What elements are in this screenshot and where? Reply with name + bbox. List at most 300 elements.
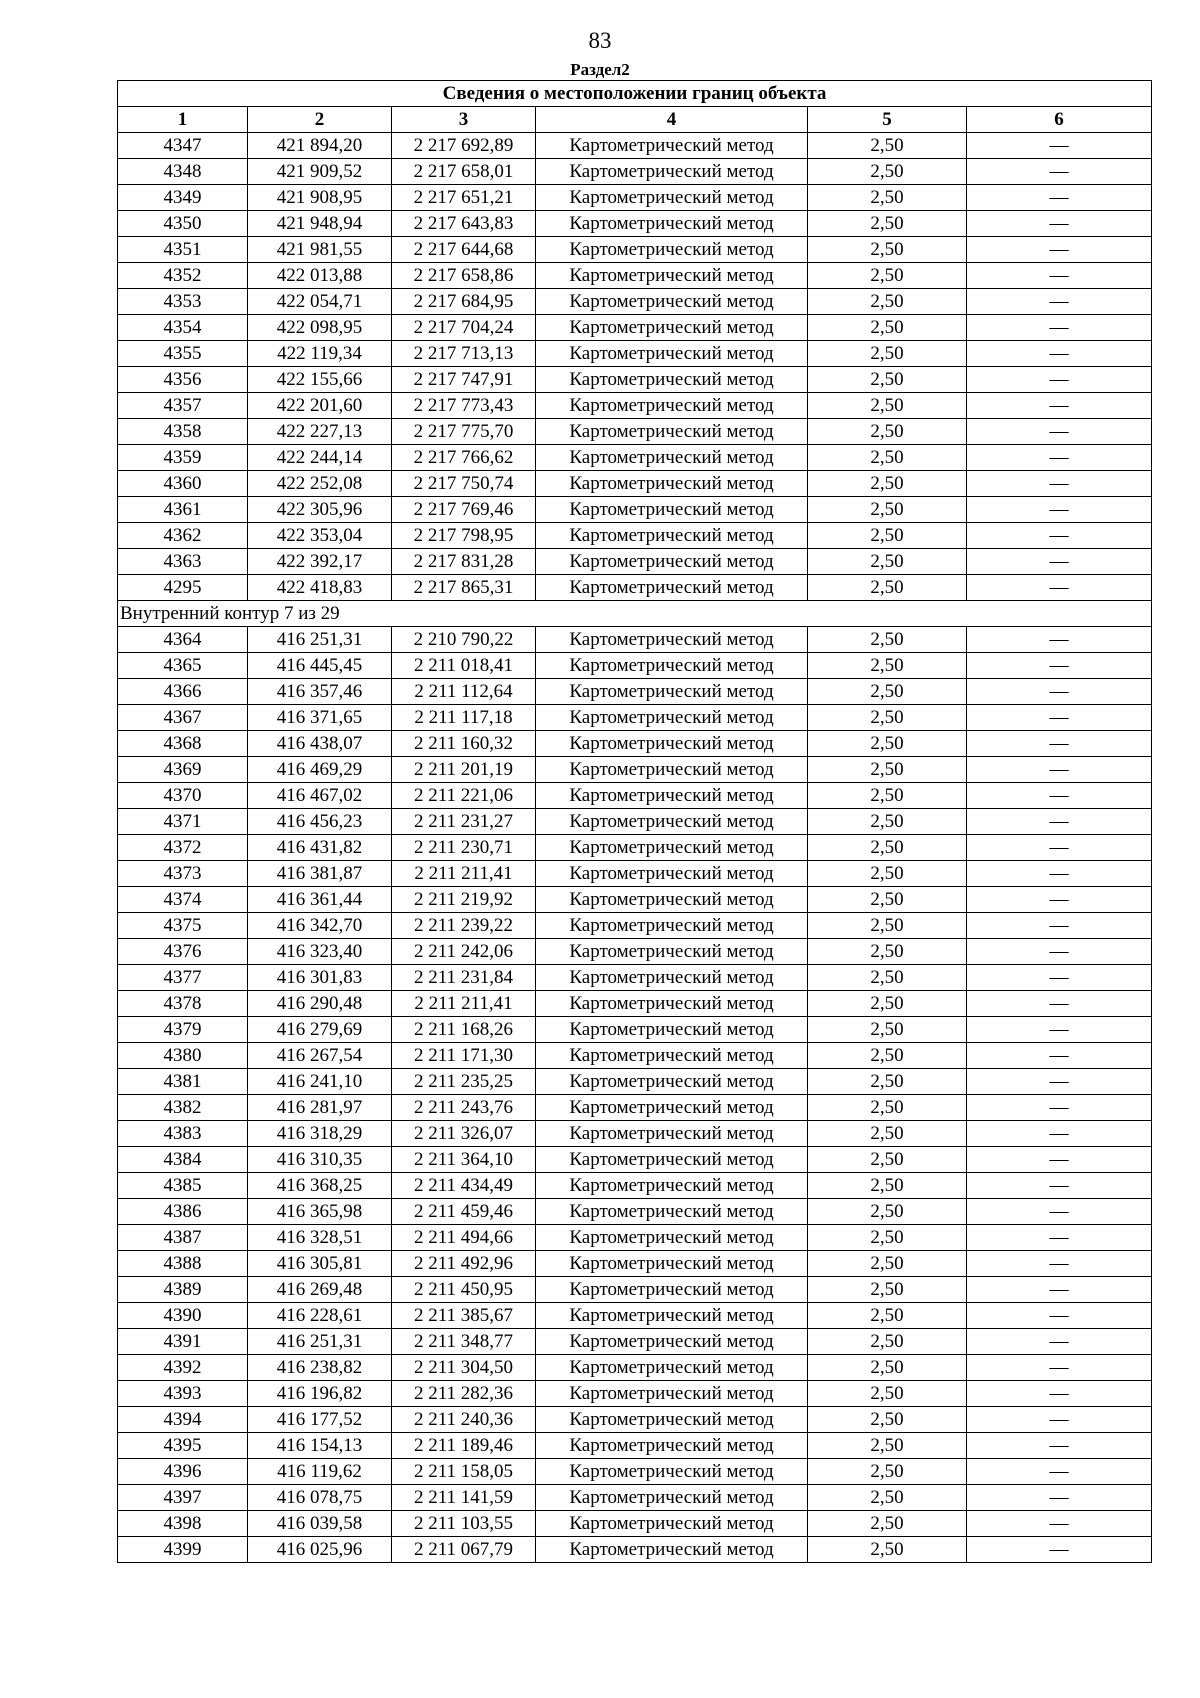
point-number-cell: 4396 — [118, 1459, 248, 1485]
table-row — [118, 991, 1152, 1017]
table-row — [118, 393, 1152, 419]
description-cell: — — [967, 445, 1152, 471]
point-number-cell: 4389 — [118, 1277, 248, 1303]
description-cell: — — [967, 1277, 1152, 1303]
description-cell: — — [967, 1251, 1152, 1277]
description-cell: — — [967, 185, 1152, 211]
accuracy-cell: 2,50 — [808, 1355, 967, 1381]
method-cell: Картометрический метод — [536, 315, 808, 341]
contour-heading-row — [118, 601, 1152, 627]
method-cell: Картометрический метод — [536, 835, 808, 861]
accuracy-cell: 2,50 — [808, 497, 967, 523]
method-cell: Картометрический метод — [536, 1355, 808, 1381]
x-coordinate-cell: 416 323,40 — [248, 939, 392, 965]
description-cell: — — [967, 133, 1152, 159]
method-cell: Картометрический метод — [536, 367, 808, 393]
point-number-cell: 4379 — [118, 1017, 248, 1043]
y-coordinate-cell: 2 211 385,67 — [392, 1303, 536, 1329]
accuracy-cell: 2,50 — [808, 133, 967, 159]
y-coordinate-cell: 2 211 242,06 — [392, 939, 536, 965]
point-number-cell: 4370 — [118, 783, 248, 809]
x-coordinate-cell: 416 318,29 — [248, 1121, 392, 1147]
method-cell: Картометрический метод — [536, 237, 808, 263]
description-cell: — — [967, 965, 1152, 991]
x-coordinate-cell: 416 154,13 — [248, 1433, 392, 1459]
table-row — [118, 315, 1152, 341]
y-coordinate-cell: 2 211 211,41 — [392, 991, 536, 1017]
point-number-cell: 4373 — [118, 861, 248, 887]
method-cell: Картометрический метод — [536, 731, 808, 757]
description-cell: — — [967, 367, 1152, 393]
method-cell: Картометрический метод — [536, 887, 808, 913]
table-row — [118, 549, 1152, 575]
point-number-cell: 4351 — [118, 237, 248, 263]
description-cell: — — [967, 1043, 1152, 1069]
table-row — [118, 523, 1152, 549]
x-coordinate-cell: 416 251,31 — [248, 627, 392, 653]
x-coordinate-cell: 421 981,55 — [248, 237, 392, 263]
point-number-cell: 4363 — [118, 549, 248, 575]
accuracy-cell: 2,50 — [808, 913, 967, 939]
column-header-row — [118, 107, 1152, 133]
accuracy-cell: 2,50 — [808, 1407, 967, 1433]
y-coordinate-cell: 2 211 189,46 — [392, 1433, 536, 1459]
y-coordinate-cell: 2 211 160,32 — [392, 731, 536, 757]
x-coordinate-cell: 421 909,52 — [248, 159, 392, 185]
accuracy-cell: 2,50 — [808, 991, 967, 1017]
y-coordinate-cell: 2 217 831,28 — [392, 549, 536, 575]
point-number-cell: 4348 — [118, 159, 248, 185]
description-cell: — — [967, 419, 1152, 445]
method-cell: Картометрический метод — [536, 1225, 808, 1251]
x-coordinate-cell: 416 361,44 — [248, 887, 392, 913]
accuracy-cell: 2,50 — [808, 809, 967, 835]
accuracy-cell: 2,50 — [808, 367, 967, 393]
y-coordinate-cell: 2 211 221,06 — [392, 783, 536, 809]
point-number-cell: 4349 — [118, 185, 248, 211]
y-coordinate-cell: 2 211 112,64 — [392, 679, 536, 705]
y-coordinate-cell: 2 217 775,70 — [392, 419, 536, 445]
method-cell: Картометрический метод — [536, 1043, 808, 1069]
description-cell: — — [967, 783, 1152, 809]
description-cell: — — [967, 497, 1152, 523]
description-cell: — — [967, 1381, 1152, 1407]
description-cell: — — [967, 731, 1152, 757]
table-row — [118, 653, 1152, 679]
y-coordinate-cell: 2 217 658,86 — [392, 263, 536, 289]
accuracy-cell: 2,50 — [808, 1277, 967, 1303]
x-coordinate-cell: 416 119,62 — [248, 1459, 392, 1485]
method-cell: Картометрический метод — [536, 991, 808, 1017]
x-coordinate-cell: 416 357,46 — [248, 679, 392, 705]
table-row — [118, 1485, 1152, 1511]
point-number-cell: 4350 — [118, 211, 248, 237]
y-coordinate-cell: 2 217 798,95 — [392, 523, 536, 549]
y-coordinate-cell: 2 211 459,46 — [392, 1199, 536, 1225]
x-coordinate-cell: 416 196,82 — [248, 1381, 392, 1407]
x-coordinate-cell: 422 244,14 — [248, 445, 392, 471]
accuracy-cell: 2,50 — [808, 627, 967, 653]
method-cell: Картометрический метод — [536, 1511, 808, 1537]
accuracy-cell: 2,50 — [808, 1173, 967, 1199]
page-number: 83 — [588, 28, 612, 53]
point-number-cell: 4361 — [118, 497, 248, 523]
description-cell: — — [967, 913, 1152, 939]
point-number-cell: 4366 — [118, 679, 248, 705]
method-cell: Картометрический метод — [536, 1121, 808, 1147]
x-coordinate-cell: 416 365,98 — [248, 1199, 392, 1225]
method-cell: Картометрический метод — [536, 1173, 808, 1199]
method-cell: Картометрический метод — [536, 1147, 808, 1173]
point-number-cell: 4368 — [118, 731, 248, 757]
x-coordinate-cell: 416 228,61 — [248, 1303, 392, 1329]
method-cell: Картометрический метод — [536, 913, 808, 939]
x-coordinate-cell: 416 039,58 — [248, 1511, 392, 1537]
y-coordinate-cell: 2 211 235,25 — [392, 1069, 536, 1095]
column-header: 4 — [536, 107, 808, 133]
description-cell: — — [967, 263, 1152, 289]
accuracy-cell: 2,50 — [808, 861, 967, 887]
x-coordinate-cell: 422 155,66 — [248, 367, 392, 393]
column-header: 2 — [248, 107, 392, 133]
description-cell: — — [967, 1225, 1152, 1251]
method-cell: Картометрический метод — [536, 341, 808, 367]
description-cell: — — [967, 289, 1152, 315]
y-coordinate-cell: 2 217 747,91 — [392, 367, 536, 393]
accuracy-cell: 2,50 — [808, 1251, 967, 1277]
table-row — [118, 1017, 1152, 1043]
method-cell: Картометрический метод — [536, 1277, 808, 1303]
x-coordinate-cell: 416 238,82 — [248, 1355, 392, 1381]
y-coordinate-cell: 2 217 713,13 — [392, 341, 536, 367]
table-row — [118, 367, 1152, 393]
accuracy-cell: 2,50 — [808, 1381, 967, 1407]
x-coordinate-cell: 416 381,87 — [248, 861, 392, 887]
y-coordinate-cell: 2 211 450,95 — [392, 1277, 536, 1303]
accuracy-cell: 2,50 — [808, 419, 967, 445]
table-row — [118, 289, 1152, 315]
description-cell: — — [967, 1329, 1152, 1355]
x-coordinate-cell: 416 305,81 — [248, 1251, 392, 1277]
accuracy-cell: 2,50 — [808, 1511, 967, 1537]
point-number-cell: 4376 — [118, 939, 248, 965]
description-cell: — — [967, 471, 1152, 497]
description-cell: — — [967, 315, 1152, 341]
table-row — [118, 757, 1152, 783]
y-coordinate-cell: 2 217 769,46 — [392, 497, 536, 523]
point-number-cell: 4386 — [118, 1199, 248, 1225]
point-number-cell: 4356 — [118, 367, 248, 393]
accuracy-cell: 2,50 — [808, 1069, 967, 1095]
point-number-cell: 4382 — [118, 1095, 248, 1121]
description-cell: — — [967, 211, 1152, 237]
point-number-cell: 4398 — [118, 1511, 248, 1537]
description-cell: — — [967, 1095, 1152, 1121]
coordinates-table — [117, 80, 1152, 1563]
y-coordinate-cell: 2 211 326,07 — [392, 1121, 536, 1147]
point-number-cell: 4352 — [118, 263, 248, 289]
table-row — [118, 1147, 1152, 1173]
table-row — [118, 1407, 1152, 1433]
x-coordinate-cell: 416 279,69 — [248, 1017, 392, 1043]
method-cell: Картометрический метод — [536, 497, 808, 523]
table-row — [118, 1303, 1152, 1329]
table-row — [118, 1043, 1152, 1069]
point-number-cell: 4347 — [118, 133, 248, 159]
y-coordinate-cell: 2 211 231,84 — [392, 965, 536, 991]
x-coordinate-cell: 416 281,97 — [248, 1095, 392, 1121]
accuracy-cell: 2,50 — [808, 1121, 967, 1147]
table-row — [118, 965, 1152, 991]
description-cell: — — [967, 679, 1152, 705]
accuracy-cell: 2,50 — [808, 211, 967, 237]
description-cell: — — [967, 393, 1152, 419]
method-cell: Картометрический метод — [536, 679, 808, 705]
table-row — [118, 861, 1152, 887]
y-coordinate-cell: 2 217 684,95 — [392, 289, 536, 315]
table-row — [118, 1095, 1152, 1121]
point-number-cell: 4392 — [118, 1355, 248, 1381]
x-coordinate-cell: 416 368,25 — [248, 1173, 392, 1199]
accuracy-cell: 2,50 — [808, 575, 967, 601]
method-cell: Картометрический метод — [536, 419, 808, 445]
table-row — [118, 887, 1152, 913]
x-coordinate-cell: 416 290,48 — [248, 991, 392, 1017]
table-row — [118, 783, 1152, 809]
section-title: Раздел2 — [570, 60, 630, 79]
x-coordinate-cell: 416 267,54 — [248, 1043, 392, 1069]
table-row — [118, 809, 1152, 835]
table-row — [118, 1069, 1152, 1095]
description-cell: — — [967, 887, 1152, 913]
y-coordinate-cell: 2 210 790,22 — [392, 627, 536, 653]
accuracy-cell: 2,50 — [808, 679, 967, 705]
x-coordinate-cell: 416 342,70 — [248, 913, 392, 939]
table-row — [118, 1251, 1152, 1277]
description-cell: — — [967, 1459, 1152, 1485]
table-row — [118, 1537, 1152, 1563]
method-cell: Картометрический метод — [536, 523, 808, 549]
table-row — [118, 471, 1152, 497]
y-coordinate-cell: 2 211 240,36 — [392, 1407, 536, 1433]
x-coordinate-cell: 416 445,45 — [248, 653, 392, 679]
y-coordinate-cell: 2 211 230,71 — [392, 835, 536, 861]
x-coordinate-cell: 422 305,96 — [248, 497, 392, 523]
x-coordinate-cell: 421 894,20 — [248, 133, 392, 159]
y-coordinate-cell: 2 217 766,62 — [392, 445, 536, 471]
accuracy-cell: 2,50 — [808, 1329, 967, 1355]
y-coordinate-cell: 2 211 282,36 — [392, 1381, 536, 1407]
accuracy-cell: 2,50 — [808, 1043, 967, 1069]
x-coordinate-cell: 421 948,94 — [248, 211, 392, 237]
description-cell: — — [967, 237, 1152, 263]
point-number-cell: 4375 — [118, 913, 248, 939]
accuracy-cell: 2,50 — [808, 1225, 967, 1251]
accuracy-cell: 2,50 — [808, 289, 967, 315]
accuracy-cell: 2,50 — [808, 887, 967, 913]
point-number-cell: 4372 — [118, 835, 248, 861]
method-cell: Картометрический метод — [536, 861, 808, 887]
x-coordinate-cell: 416 456,23 — [248, 809, 392, 835]
method-cell: Картометрический метод — [536, 445, 808, 471]
method-cell: Картометрический метод — [536, 757, 808, 783]
method-cell: Картометрический метод — [536, 1485, 808, 1511]
method-cell: Картометрический метод — [536, 1459, 808, 1485]
accuracy-cell: 2,50 — [808, 1095, 967, 1121]
method-cell: Картометрический метод — [536, 289, 808, 315]
method-cell: Картометрический метод — [536, 1251, 808, 1277]
method-cell: Картометрический метод — [536, 1017, 808, 1043]
x-coordinate-cell: 422 201,60 — [248, 393, 392, 419]
description-cell: — — [967, 1303, 1152, 1329]
y-coordinate-cell: 2 211 492,96 — [392, 1251, 536, 1277]
description-cell: — — [967, 1537, 1152, 1563]
x-coordinate-cell: 422 013,88 — [248, 263, 392, 289]
point-number-cell: 4378 — [118, 991, 248, 1017]
y-coordinate-cell: 2 211 018,41 — [392, 653, 536, 679]
y-coordinate-cell: 2 217 644,68 — [392, 237, 536, 263]
y-coordinate-cell: 2 211 158,05 — [392, 1459, 536, 1485]
x-coordinate-cell: 422 392,17 — [248, 549, 392, 575]
table-caption-row — [118, 81, 1152, 107]
point-number-cell: 4383 — [118, 1121, 248, 1147]
y-coordinate-cell: 2 217 865,31 — [392, 575, 536, 601]
method-cell: Картометрический метод — [536, 1303, 808, 1329]
accuracy-cell: 2,50 — [808, 1537, 967, 1563]
table-row — [118, 419, 1152, 445]
method-cell: Картометрический метод — [536, 133, 808, 159]
accuracy-cell: 2,50 — [808, 315, 967, 341]
description-cell: — — [967, 1433, 1152, 1459]
accuracy-cell: 2,50 — [808, 835, 967, 861]
method-cell: Картометрический метод — [536, 1069, 808, 1095]
accuracy-cell: 2,50 — [808, 1017, 967, 1043]
x-coordinate-cell: 416 328,51 — [248, 1225, 392, 1251]
accuracy-cell: 2,50 — [808, 185, 967, 211]
description-cell: — — [967, 1511, 1152, 1537]
description-cell: — — [967, 1199, 1152, 1225]
y-coordinate-cell: 2 211 141,59 — [392, 1485, 536, 1511]
accuracy-cell: 2,50 — [808, 1433, 967, 1459]
description-cell: — — [967, 1173, 1152, 1199]
y-coordinate-cell: 2 211 494,66 — [392, 1225, 536, 1251]
description-cell: — — [967, 653, 1152, 679]
y-coordinate-cell: 2 211 201,19 — [392, 757, 536, 783]
method-cell: Картометрический метод — [536, 809, 808, 835]
x-coordinate-cell: 416 269,48 — [248, 1277, 392, 1303]
y-coordinate-cell: 2 211 103,55 — [392, 1511, 536, 1537]
point-number-cell: 4369 — [118, 757, 248, 783]
table-caption: Сведения о местоположении границ объекта — [118, 81, 1152, 107]
accuracy-cell: 2,50 — [808, 731, 967, 757]
x-coordinate-cell: 416 310,35 — [248, 1147, 392, 1173]
x-coordinate-cell: 422 119,34 — [248, 341, 392, 367]
description-cell: — — [967, 1407, 1152, 1433]
y-coordinate-cell: 2 211 243,76 — [392, 1095, 536, 1121]
table-row — [118, 497, 1152, 523]
description-cell: — — [967, 575, 1152, 601]
table-row — [118, 1173, 1152, 1199]
description-cell: — — [967, 159, 1152, 185]
point-number-cell: 4380 — [118, 1043, 248, 1069]
method-cell: Картометрический метод — [536, 159, 808, 185]
description-cell: — — [967, 627, 1152, 653]
x-coordinate-cell: 416 251,31 — [248, 1329, 392, 1355]
accuracy-cell: 2,50 — [808, 237, 967, 263]
table-row — [118, 1225, 1152, 1251]
point-number-cell: 4390 — [118, 1303, 248, 1329]
point-number-cell: 4355 — [118, 341, 248, 367]
method-cell: Картометрический метод — [536, 263, 808, 289]
description-cell: — — [967, 861, 1152, 887]
x-coordinate-cell: 416 438,07 — [248, 731, 392, 757]
accuracy-cell: 2,50 — [808, 523, 967, 549]
table-row — [118, 1199, 1152, 1225]
description-cell: — — [967, 991, 1152, 1017]
point-number-cell: 4374 — [118, 887, 248, 913]
point-number-cell: 4357 — [118, 393, 248, 419]
table-row — [118, 1381, 1152, 1407]
table-row — [118, 1433, 1152, 1459]
x-coordinate-cell: 416 177,52 — [248, 1407, 392, 1433]
x-coordinate-cell: 422 252,08 — [248, 471, 392, 497]
point-number-cell: 4397 — [118, 1485, 248, 1511]
x-coordinate-cell: 416 467,02 — [248, 783, 392, 809]
accuracy-cell: 2,50 — [808, 263, 967, 289]
table-row — [118, 705, 1152, 731]
x-coordinate-cell: 416 025,96 — [248, 1537, 392, 1563]
table-row — [118, 1329, 1152, 1355]
accuracy-cell: 2,50 — [808, 757, 967, 783]
description-cell: — — [967, 1485, 1152, 1511]
point-number-cell: 4377 — [118, 965, 248, 991]
table-row — [118, 263, 1152, 289]
method-cell: Картометрический метод — [536, 705, 808, 731]
accuracy-cell: 2,50 — [808, 1303, 967, 1329]
table-row — [118, 1459, 1152, 1485]
y-coordinate-cell: 2 217 773,43 — [392, 393, 536, 419]
table-body — [118, 133, 1152, 1563]
point-number-cell: 4364 — [118, 627, 248, 653]
y-coordinate-cell: 2 211 364,10 — [392, 1147, 536, 1173]
point-number-cell: 4391 — [118, 1329, 248, 1355]
column-header: 1 — [118, 107, 248, 133]
y-coordinate-cell: 2 217 704,24 — [392, 315, 536, 341]
table-row — [118, 211, 1152, 237]
description-cell: — — [967, 1017, 1152, 1043]
y-coordinate-cell: 2 217 658,01 — [392, 159, 536, 185]
y-coordinate-cell: 2 211 117,18 — [392, 705, 536, 731]
accuracy-cell: 2,50 — [808, 471, 967, 497]
method-cell: Картометрический метод — [536, 211, 808, 237]
method-cell: Картометрический метод — [536, 1407, 808, 1433]
x-coordinate-cell: 422 353,04 — [248, 523, 392, 549]
x-coordinate-cell: 416 241,10 — [248, 1069, 392, 1095]
table-row — [118, 835, 1152, 861]
point-number-cell: 4394 — [118, 1407, 248, 1433]
y-coordinate-cell: 2 211 219,92 — [392, 887, 536, 913]
y-coordinate-cell: 2 217 692,89 — [392, 133, 536, 159]
table-row — [118, 1277, 1152, 1303]
y-coordinate-cell: 2 217 643,83 — [392, 211, 536, 237]
table-row — [118, 185, 1152, 211]
point-number-cell: 4393 — [118, 1381, 248, 1407]
y-coordinate-cell: 2 211 348,77 — [392, 1329, 536, 1355]
point-number-cell: 4354 — [118, 315, 248, 341]
method-cell: Картометрический метод — [536, 1095, 808, 1121]
contour-heading: Внутренний контур 7 из 29 — [118, 601, 1152, 627]
x-coordinate-cell: 416 371,65 — [248, 705, 392, 731]
